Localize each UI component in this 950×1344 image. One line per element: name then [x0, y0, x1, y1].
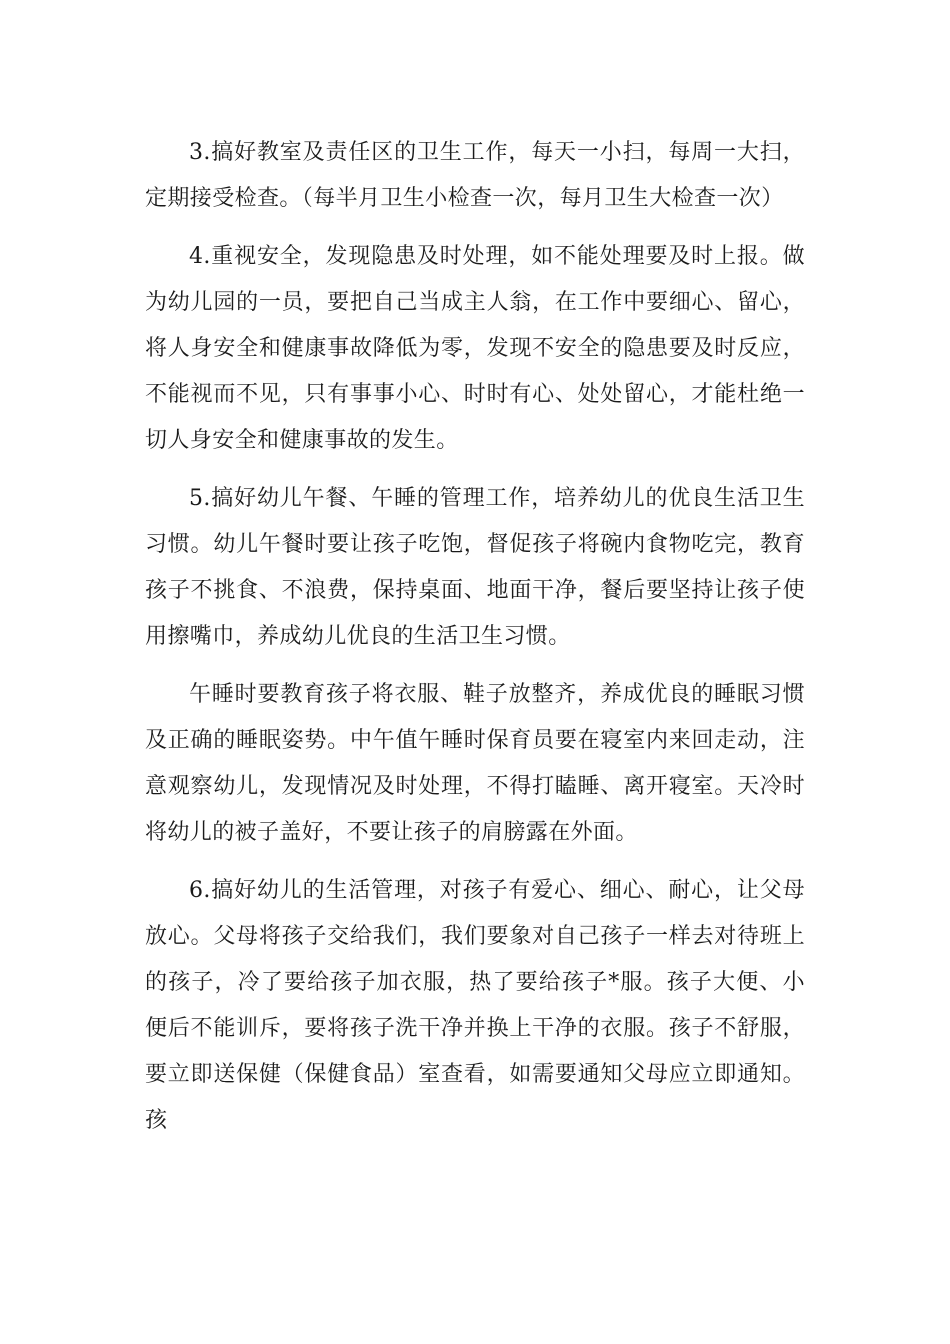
- paragraph-item-3: 3.搞好教室及责任区的卫生工作，每天一小扫，每周一大扫，定期接受检查。（每半月卫生小检查一次，每月卫生大检查一次）: [145, 140, 805, 211]
- document-body: [145, 130, 805, 1156]
- paragraph-item-5: 5.搞好幼儿午餐、午睡的管理工作，培养幼儿的优良生活卫生习惯。幼儿午餐时要让孩子吃饱，督促孩子将碗内食物吃完，教育孩子不挑食、不浪费，保持桌面、地面干净，餐后要坚持让孩子使用擦嘴巾，养成幼儿优良的生活卫生习惯。: [145, 486, 805, 649]
- paragraph-item-6: 6.搞好幼儿的生活管理，对孩子有爱心、细心、耐心，让父母放心。父母将孩子交给我们，我们要象对自己孩子一样去对待班上的孩子，冷了要给孩子加衣服，热了要给孩子*服。孩子大便、小便后不能训斥，要将孩子洗干净并换上干净的衣服。孩子不舒服，要立即送保健（保健食品）室查看，如需要通知父母应立即通知。孩: [145, 878, 805, 1133]
- paragraph-nap-time: 午睡时要教育孩子将衣服、鞋子放整齐，养成优良的睡眠习惯及正确的睡眠姿势。中午值午睡时保育员要在寝室内来回走动，注意观察幼儿，发现情况及时处理，不得打瞌睡、离开寝室。天冷时将幼儿的被子盖好，不要让孩子的肩膀露在外面。: [145, 682, 805, 845]
- paragraph-item-4: 4.重视安全，发现隐患及时处理，如不能处理要及时上报。做为幼儿园的一员，要把自己当成主人翁，在工作中要细心、留心，将人身安全和健康事故降低为零，发现不安全的隐患要及时反应，不能视而不见，只有事事小心、时时有心、处处留心，才能杜绝一切人身安全和健康事故的发生。: [145, 244, 805, 453]
